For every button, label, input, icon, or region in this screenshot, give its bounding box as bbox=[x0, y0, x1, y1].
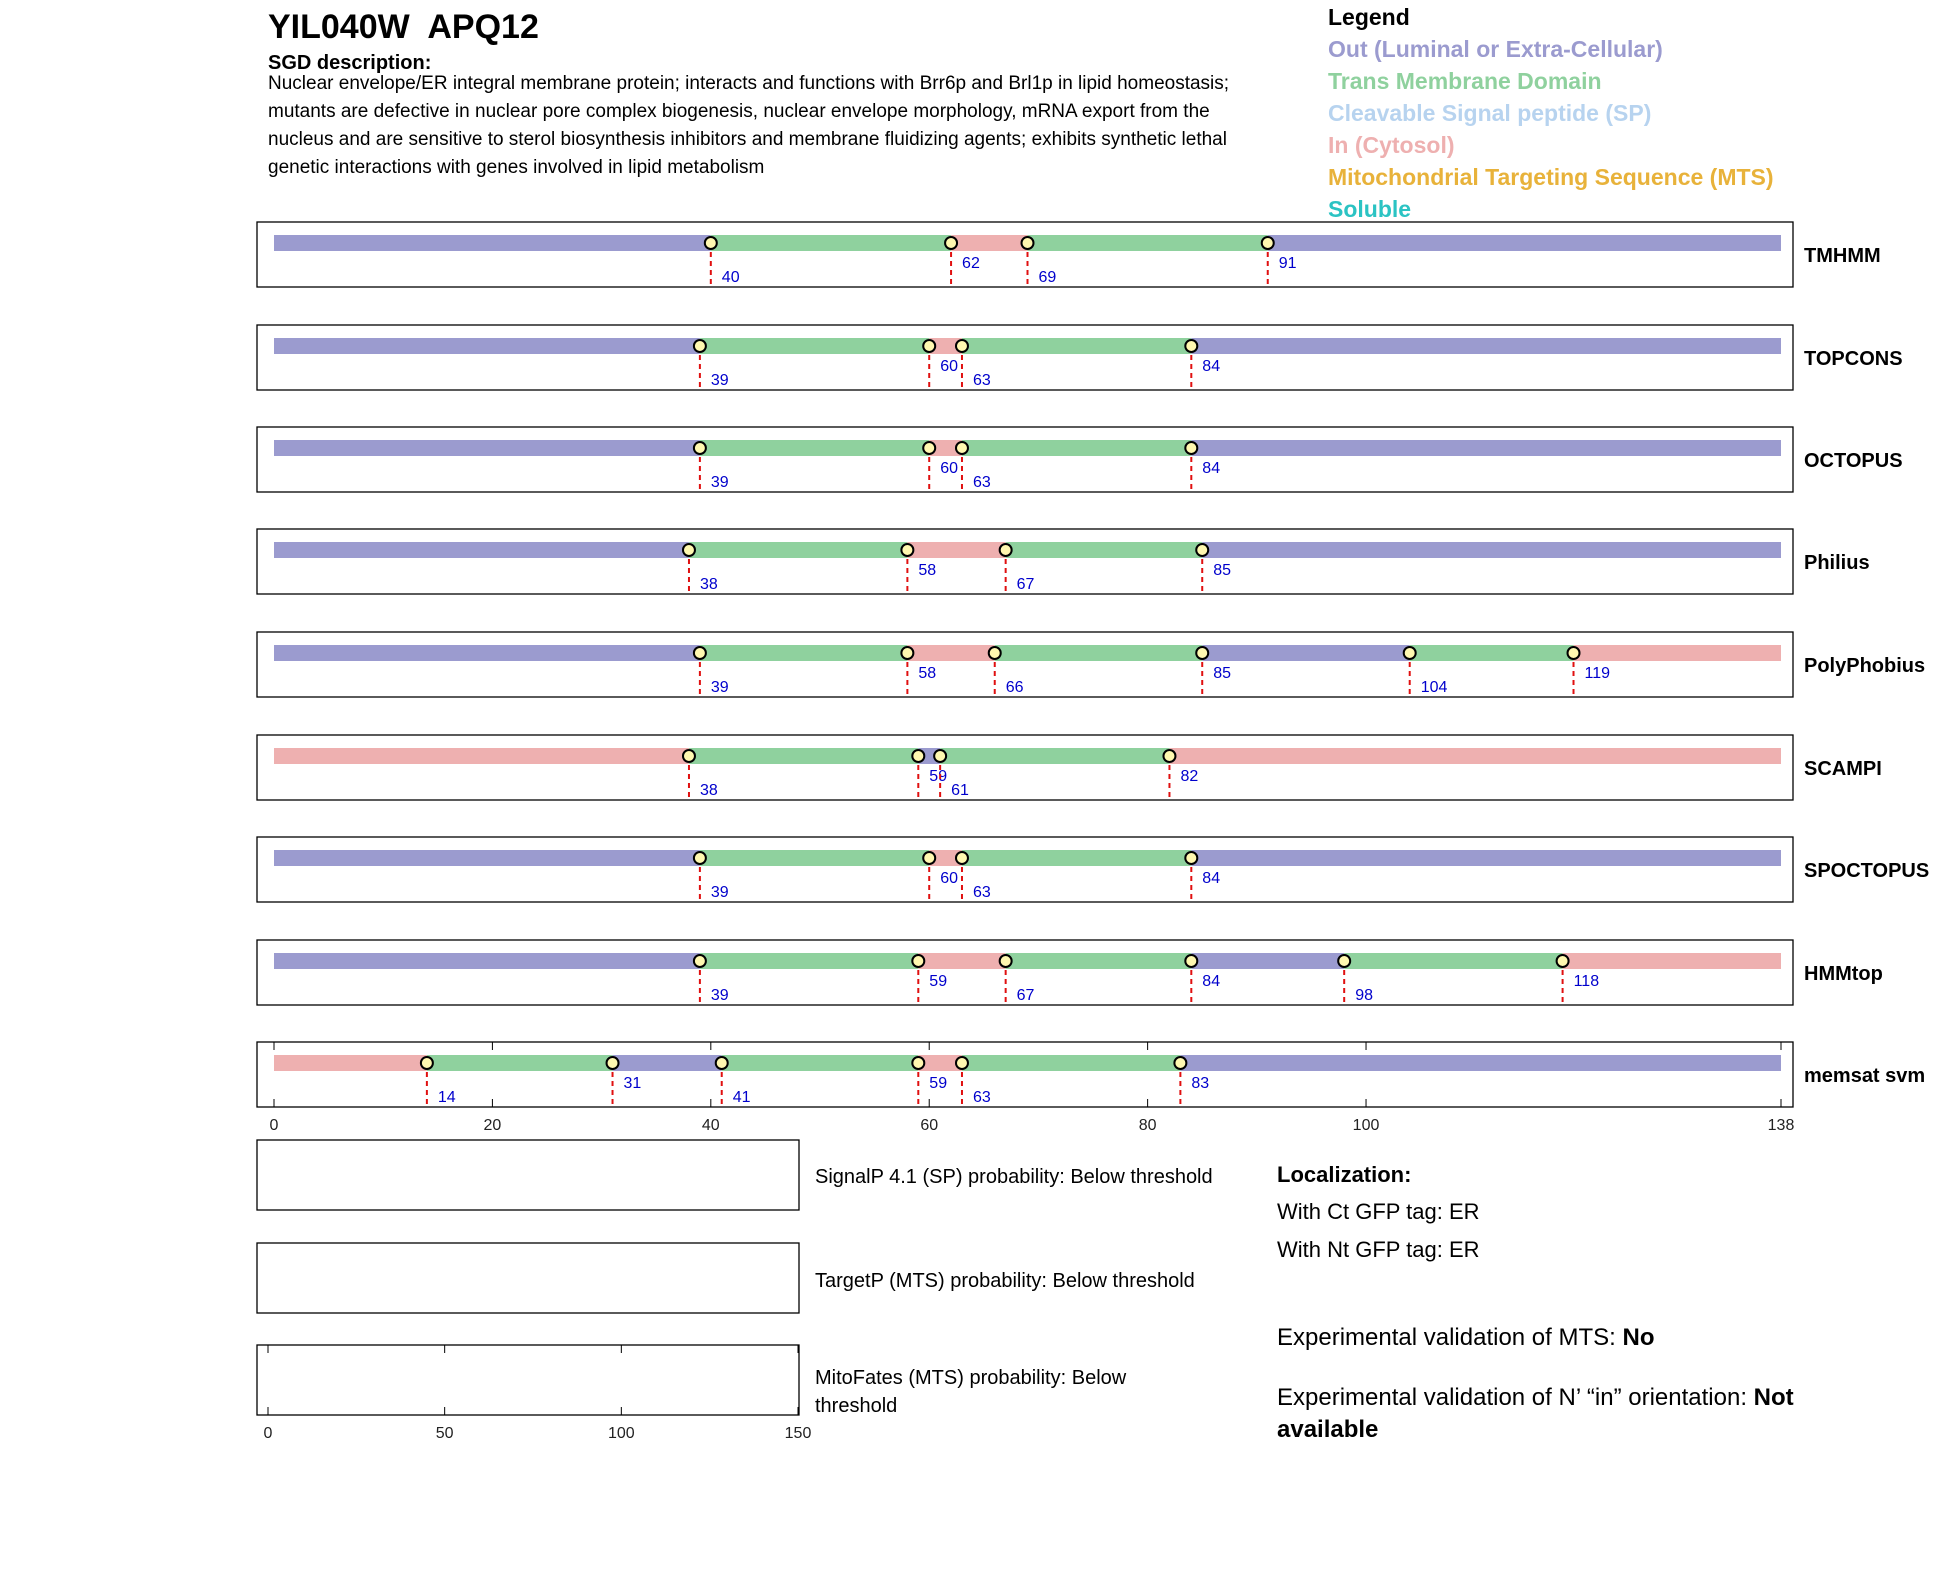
validation-mts-prefix: Experimental validation of MTS: bbox=[1277, 1324, 1623, 1351]
x-tick-label: 138 bbox=[1767, 1117, 1795, 1134]
boundary-marker-hmmtop bbox=[912, 955, 924, 967]
boundary-label-hmmtop: 59 bbox=[929, 973, 948, 990]
segment-tm-scampi bbox=[689, 748, 918, 764]
track-name-tmhmm: TMHMM bbox=[1804, 245, 1881, 267]
boundary-label-spoctopus: 63 bbox=[972, 884, 991, 901]
segment-out-tmhmm bbox=[274, 235, 711, 251]
boundary-label-philius: 85 bbox=[1213, 562, 1232, 579]
boundary-marker-polyphobius bbox=[1196, 647, 1208, 659]
boundary-label-tmhmm: 40 bbox=[721, 269, 740, 286]
boundary-label-polyphobius: 66 bbox=[1005, 679, 1024, 696]
segment-out-topcons bbox=[1191, 338, 1781, 354]
segment-in-polyphobius bbox=[907, 645, 994, 661]
segment-out-polyphobius bbox=[1202, 645, 1409, 661]
boundary-marker-topcons bbox=[956, 340, 968, 352]
boundary-label-spoctopus: 60 bbox=[940, 870, 959, 887]
boundary-label-spoctopus: 84 bbox=[1202, 870, 1221, 887]
localization-ct: With Ct GFP tag: ER bbox=[1277, 1199, 1480, 1224]
boundary-label-philius: 67 bbox=[1016, 576, 1035, 593]
boundary-marker-philius bbox=[1000, 544, 1012, 556]
x-tick-label: 0 bbox=[269, 1117, 279, 1134]
track-name-hmmtop: HMMtop bbox=[1804, 963, 1883, 985]
segment-out-polyphobius bbox=[274, 645, 700, 661]
legend-item-out: Out (Luminal or Extra-Cellular) bbox=[1328, 36, 1663, 62]
segment-tm-hmmtop bbox=[700, 953, 918, 969]
boundary-label-topcons: 60 bbox=[940, 358, 959, 375]
track-frame-spoctopus bbox=[257, 837, 1793, 902]
boundary-marker-scampi bbox=[1163, 750, 1175, 762]
track-name-topcons: TOPCONS bbox=[1804, 348, 1903, 370]
x-tick-label: 20 bbox=[483, 1117, 502, 1134]
segment-in-memsat-svm bbox=[274, 1055, 427, 1071]
boundary-marker-memsat-svm bbox=[421, 1057, 433, 1069]
segment-out-philius bbox=[274, 542, 689, 558]
validation-orientation-prefix: Experimental validation of N’ “in” orientation: bbox=[1277, 1384, 1754, 1411]
boundary-label-scampi: 59 bbox=[929, 768, 948, 785]
prob-tick-label: 0 bbox=[263, 1425, 273, 1442]
segment-out-octopus bbox=[274, 440, 700, 456]
track-frame-octopus bbox=[257, 427, 1793, 492]
segment-in-philius bbox=[907, 542, 1005, 558]
segment-in-tmhmm bbox=[951, 235, 1027, 251]
boundary-label-topcons: 39 bbox=[710, 372, 729, 389]
boundary-marker-topcons bbox=[1185, 340, 1197, 352]
boundary-marker-hmmtop bbox=[1000, 955, 1012, 967]
mitofates-probability: MitoFates (MTS) probability: Below threshold bbox=[815, 1367, 1127, 1417]
segment-tm-spoctopus bbox=[962, 850, 1191, 866]
boundary-marker-spoctopus bbox=[956, 852, 968, 864]
segment-tm-spoctopus bbox=[700, 850, 929, 866]
segment-tm-memsat-svm bbox=[722, 1055, 919, 1071]
boundary-marker-hmmtop bbox=[1338, 955, 1350, 967]
segment-tm-scampi bbox=[940, 748, 1169, 764]
boundary-label-hmmtop: 98 bbox=[1355, 987, 1373, 1004]
segment-tm-polyphobius bbox=[995, 645, 1202, 661]
track-frame-scampi bbox=[257, 735, 1793, 800]
x-tick-label: 100 bbox=[1352, 1117, 1380, 1134]
boundary-marker-spoctopus bbox=[694, 852, 706, 864]
boundary-label-memsat-svm: 41 bbox=[732, 1089, 751, 1106]
track-frame-polyphobius bbox=[257, 632, 1793, 697]
validation-mts-value: No bbox=[1622, 1324, 1655, 1351]
x-tick-label: 80 bbox=[1138, 1117, 1157, 1134]
x-tick-label: 60 bbox=[920, 1117, 939, 1134]
track-frame-topcons bbox=[257, 325, 1793, 390]
signalp-probability: SignalP 4.1 (SP) probability: Below threshold bbox=[815, 1166, 1213, 1188]
legend-item-soluble: Soluble bbox=[1328, 196, 1412, 222]
boundary-label-philius: 58 bbox=[918, 562, 937, 579]
boundary-label-scampi: 38 bbox=[699, 782, 718, 799]
segment-tm-memsat-svm bbox=[962, 1055, 1180, 1071]
boundary-marker-hmmtop bbox=[694, 955, 706, 967]
boundary-marker-memsat-svm bbox=[956, 1057, 968, 1069]
boundary-marker-tmhmm bbox=[1022, 237, 1034, 249]
boundary-label-memsat-svm: 14 bbox=[437, 1089, 456, 1106]
probability-panel-1 bbox=[257, 1140, 799, 1210]
validation-mts bbox=[1277, 1322, 1837, 1354]
boundary-marker-memsat-svm bbox=[1174, 1057, 1186, 1069]
segment-tm-philius bbox=[689, 542, 907, 558]
boundary-marker-octopus bbox=[694, 442, 706, 454]
boundary-marker-spoctopus bbox=[923, 852, 935, 864]
prob-tick-label: 50 bbox=[435, 1425, 454, 1442]
legend-item-mts: Mitochondrial Targeting Sequence (MTS) bbox=[1328, 164, 1774, 190]
boundary-label-hmmtop: 118 bbox=[1573, 973, 1600, 990]
segment-tm-tmhmm bbox=[711, 235, 951, 251]
segment-out-topcons bbox=[274, 338, 700, 354]
boundary-label-scampi: 61 bbox=[951, 782, 969, 799]
boundary-marker-octopus bbox=[923, 442, 935, 454]
track-name-philius: Philius bbox=[1804, 552, 1870, 574]
boundary-label-tmhmm: 91 bbox=[1278, 255, 1297, 272]
boundary-label-octopus: 39 bbox=[710, 474, 729, 491]
boundary-marker-polyphobius bbox=[989, 647, 1001, 659]
boundary-marker-topcons bbox=[923, 340, 935, 352]
track-frame-tmhmm bbox=[257, 222, 1793, 287]
boundary-label-tmhmm: 62 bbox=[962, 255, 980, 272]
gene-id: YIL040W bbox=[268, 8, 410, 46]
boundary-label-memsat-svm: 31 bbox=[623, 1075, 642, 1092]
segment-tm-octopus bbox=[700, 440, 929, 456]
legend-item-tm: Trans Membrane Domain bbox=[1328, 68, 1602, 94]
boundary-marker-philius bbox=[683, 544, 695, 556]
boundary-label-polyphobius: 119 bbox=[1584, 665, 1611, 682]
localization-nt: With Nt GFP tag: ER bbox=[1277, 1237, 1480, 1262]
segment-in-scampi bbox=[1169, 748, 1781, 764]
legend-item-sp: Cleavable Signal peptide (SP) bbox=[1328, 100, 1652, 126]
validation-orientation bbox=[1277, 1382, 1837, 1446]
track-frame-memsat-svm bbox=[257, 1042, 1793, 1107]
segment-in-hmmtop bbox=[918, 953, 1005, 969]
sgd-description-text: Nuclear envelope/ER integral membrane protein; interacts and functions with Brr6p and Brl1p in lipid homeostasis; mutants are defective in nuclear pore complex biogenesis, nuclear envelope morphology, mRNA export from the nucleus and are sensitive to sterol biosynthesis inhibitors and membrane fluidizing agents; exhibits synthetic lethal genetic interactions with genes involved in lipid metabolism bbox=[268, 73, 1230, 178]
boundary-label-polyphobius: 58 bbox=[918, 665, 937, 682]
boundary-label-memsat-svm: 63 bbox=[972, 1089, 991, 1106]
legend-title: Legend bbox=[1328, 4, 1410, 30]
validation-orientation-value: Not available bbox=[1277, 1384, 1794, 1443]
track-name-polyphobius: PolyPhobius bbox=[1804, 655, 1926, 677]
segment-out-memsat-svm bbox=[1180, 1055, 1781, 1071]
boundary-marker-polyphobius bbox=[694, 647, 706, 659]
boundary-marker-polyphobius bbox=[901, 647, 913, 659]
boundary-marker-hmmtop bbox=[1185, 955, 1197, 967]
boundary-marker-octopus bbox=[956, 442, 968, 454]
boundary-label-memsat-svm: 59 bbox=[929, 1075, 948, 1092]
gene-name: APQ12 bbox=[427, 8, 539, 46]
boundary-label-polyphobius: 39 bbox=[710, 679, 729, 696]
segment-tm-polyphobius bbox=[700, 645, 907, 661]
boundary-marker-scampi bbox=[912, 750, 924, 762]
probability-panel-2 bbox=[257, 1243, 799, 1313]
boundary-label-hmmtop: 67 bbox=[1016, 987, 1035, 1004]
boundary-label-octopus: 84 bbox=[1202, 460, 1221, 477]
boundary-label-topcons: 84 bbox=[1202, 358, 1221, 375]
boundary-marker-memsat-svm bbox=[912, 1057, 924, 1069]
segment-tm-memsat-svm bbox=[427, 1055, 613, 1071]
boundary-marker-philius bbox=[1196, 544, 1208, 556]
boundary-marker-philius bbox=[901, 544, 913, 556]
boundary-marker-scampi bbox=[683, 750, 695, 762]
segment-out-hmmtop bbox=[1191, 953, 1344, 969]
legend-item-in: In (Cytosol) bbox=[1328, 132, 1455, 158]
track-name-octopus: OCTOPUS bbox=[1804, 450, 1903, 472]
segment-tm-polyphobius bbox=[1410, 645, 1574, 661]
boundary-marker-memsat-svm bbox=[607, 1057, 619, 1069]
boundary-label-memsat-svm: 83 bbox=[1191, 1075, 1210, 1092]
boundary-label-tmhmm: 69 bbox=[1038, 269, 1057, 286]
boundary-label-polyphobius: 85 bbox=[1213, 665, 1232, 682]
localization-heading: Localization: bbox=[1277, 1162, 1412, 1187]
track-name-scampi: SCAMPI bbox=[1804, 758, 1882, 780]
boundary-marker-hmmtop bbox=[1557, 955, 1569, 967]
x-tick-label: 40 bbox=[701, 1117, 720, 1134]
boundary-label-octopus: 60 bbox=[940, 460, 959, 477]
segment-tm-topcons bbox=[700, 338, 929, 354]
boundary-marker-polyphobius bbox=[1568, 647, 1580, 659]
segment-out-hmmtop bbox=[274, 953, 700, 969]
boundary-label-hmmtop: 39 bbox=[710, 987, 729, 1004]
boundary-marker-spoctopus bbox=[1185, 852, 1197, 864]
probability-panel-3 bbox=[257, 1345, 799, 1415]
track-name-spoctopus: SPOCTOPUS bbox=[1804, 860, 1930, 882]
track-name-memsat-svm: memsat svm bbox=[1804, 1065, 1926, 1087]
boundary-marker-topcons bbox=[694, 340, 706, 352]
segment-in-scampi bbox=[274, 748, 689, 764]
segment-out-tmhmm bbox=[1268, 235, 1781, 251]
boundary-marker-scampi bbox=[934, 750, 946, 762]
boundary-label-scampi: 82 bbox=[1180, 768, 1199, 785]
boundary-label-octopus: 63 bbox=[972, 474, 991, 491]
targetp-probability: TargetP (MTS) probability: Below threshold bbox=[815, 1270, 1195, 1292]
segment-out-philius bbox=[1202, 542, 1781, 558]
segment-tm-hmmtop bbox=[1344, 953, 1562, 969]
boundary-label-polyphobius: 104 bbox=[1420, 679, 1448, 696]
boundary-label-hmmtop: 84 bbox=[1202, 973, 1221, 990]
segment-tm-topcons bbox=[962, 338, 1191, 354]
segment-out-memsat-svm bbox=[613, 1055, 722, 1071]
boundary-label-topcons: 63 bbox=[972, 372, 991, 389]
segment-tm-tmhmm bbox=[1028, 235, 1268, 251]
segment-tm-philius bbox=[1006, 542, 1203, 558]
prob-tick-label: 150 bbox=[784, 1425, 812, 1442]
segment-out-octopus bbox=[1191, 440, 1781, 456]
segment-tm-hmmtop bbox=[1006, 953, 1192, 969]
segment-in-polyphobius bbox=[1574, 645, 1781, 661]
prob-tick-label: 100 bbox=[607, 1425, 635, 1442]
boundary-marker-memsat-svm bbox=[716, 1057, 728, 1069]
sgd-description-label: SGD description: bbox=[268, 52, 432, 74]
boundary-label-philius: 38 bbox=[699, 576, 718, 593]
segment-tm-octopus bbox=[962, 440, 1191, 456]
boundary-marker-tmhmm bbox=[1262, 237, 1274, 249]
boundary-marker-tmhmm bbox=[705, 237, 717, 249]
segment-in-hmmtop bbox=[1563, 953, 1781, 969]
segment-out-spoctopus bbox=[274, 850, 700, 866]
boundary-label-spoctopus: 39 bbox=[710, 884, 729, 901]
boundary-marker-tmhmm bbox=[945, 237, 957, 249]
segment-out-spoctopus bbox=[1191, 850, 1781, 866]
boundary-marker-polyphobius bbox=[1404, 647, 1416, 659]
boundary-marker-octopus bbox=[1185, 442, 1197, 454]
